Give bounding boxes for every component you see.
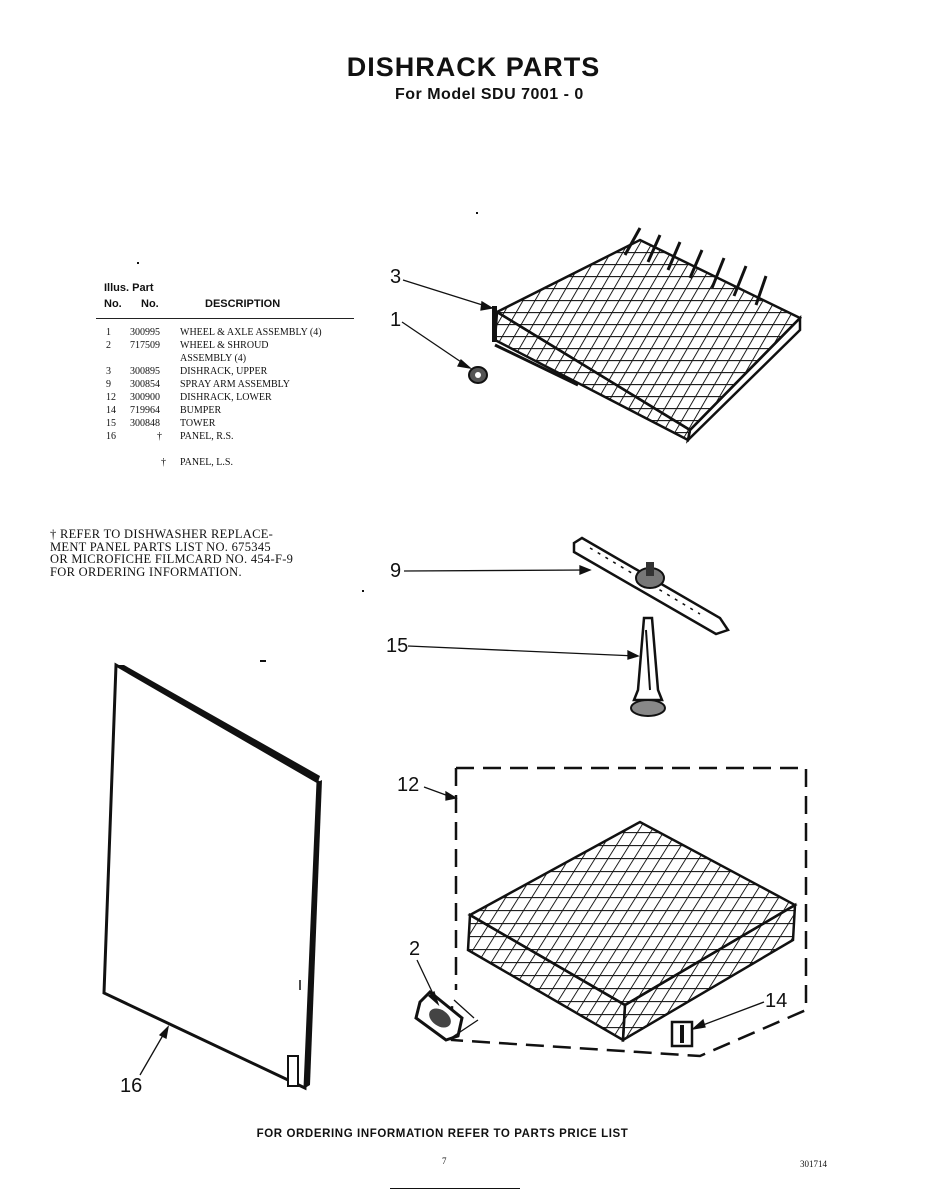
wheel-axle-drawing: [469, 367, 487, 383]
table-header-illus-no: No.: [104, 298, 122, 310]
callout-3: 3: [390, 266, 402, 288]
wheel-shroud-drawing: [416, 992, 462, 1040]
note-line: MENT PANEL PARTS LIST NO. 675345: [50, 539, 271, 554]
part-no: 300995: [130, 327, 160, 338]
note-line: FOR ORDERING INFORMATION.: [50, 564, 242, 579]
part-description: PANEL, L.S.: [180, 457, 233, 468]
part-description: DISHRACK, UPPER: [180, 366, 268, 377]
callout-15: 15: [386, 635, 409, 657]
part-no: 300848: [130, 418, 160, 429]
illus-no: 15: [106, 418, 116, 429]
table-header-top: Illus. Part: [104, 282, 154, 294]
page-title: DISHRACK PARTS: [346, 52, 601, 82]
callout-16: 16: [120, 1075, 143, 1097]
part-description: WHEEL & SHROUD: [180, 340, 269, 351]
part-no: 300854: [130, 379, 160, 390]
document-number: 301714: [800, 1159, 827, 1169]
part-no: †: [157, 431, 162, 442]
illus-no: 1: [106, 327, 111, 338]
page-subtitle: For Model SDU 7001 - 0: [395, 86, 584, 103]
part-description: DISHRACK, LOWER: [180, 392, 272, 403]
tower-drawing: [631, 618, 665, 716]
part-no: 717509: [130, 340, 160, 351]
note-line: OR MICROFICHE FILMCARD NO. 454-F-9: [50, 552, 294, 566]
bumper-drawing: [672, 1022, 692, 1046]
illus-no: 2: [106, 340, 111, 351]
callout-14: 14: [765, 990, 788, 1012]
scan-marks: [137, 212, 520, 1189]
part-description: TOWER: [180, 418, 216, 429]
illus-no: 14: [106, 405, 116, 416]
part-no: 300900: [130, 392, 160, 403]
part-no: †: [161, 457, 166, 468]
callout-1: 1: [390, 309, 402, 331]
upper-dishrack-drawing: [492, 228, 800, 440]
panel-drawing: [104, 665, 322, 1088]
illus-no: 16: [106, 431, 116, 442]
part-no: 719964: [130, 405, 160, 416]
callout-9: 9: [390, 560, 402, 582]
table-header-part-no: No.: [141, 298, 159, 310]
part-description: PANEL, R.S.: [180, 431, 234, 442]
illus-no: 9: [106, 379, 111, 390]
part-description: BUMPER: [180, 405, 222, 416]
illus-no: 3: [106, 366, 111, 377]
callout-12: 12: [397, 774, 420, 796]
part-no: 300895: [130, 366, 160, 377]
part-description: WHEEL & AXLE ASSEMBLY (4): [180, 327, 322, 338]
part-description: ASSEMBLY (4): [180, 353, 247, 364]
ordering-footer: FOR ORDERING INFORMATION REFER TO PARTS PRICE LIST: [256, 1128, 629, 1140]
part-description: SPRAY ARM ASSEMBLY: [180, 379, 290, 390]
lower-dishrack-drawing: [452, 768, 806, 1056]
note-line: † REFER TO DISHWASHER REPLACE-: [50, 527, 274, 541]
table-header-description: DESCRIPTION: [205, 298, 281, 310]
illus-no: 12: [106, 392, 116, 403]
page-number: 7: [442, 1156, 447, 1166]
callout-2: 2: [409, 938, 421, 960]
